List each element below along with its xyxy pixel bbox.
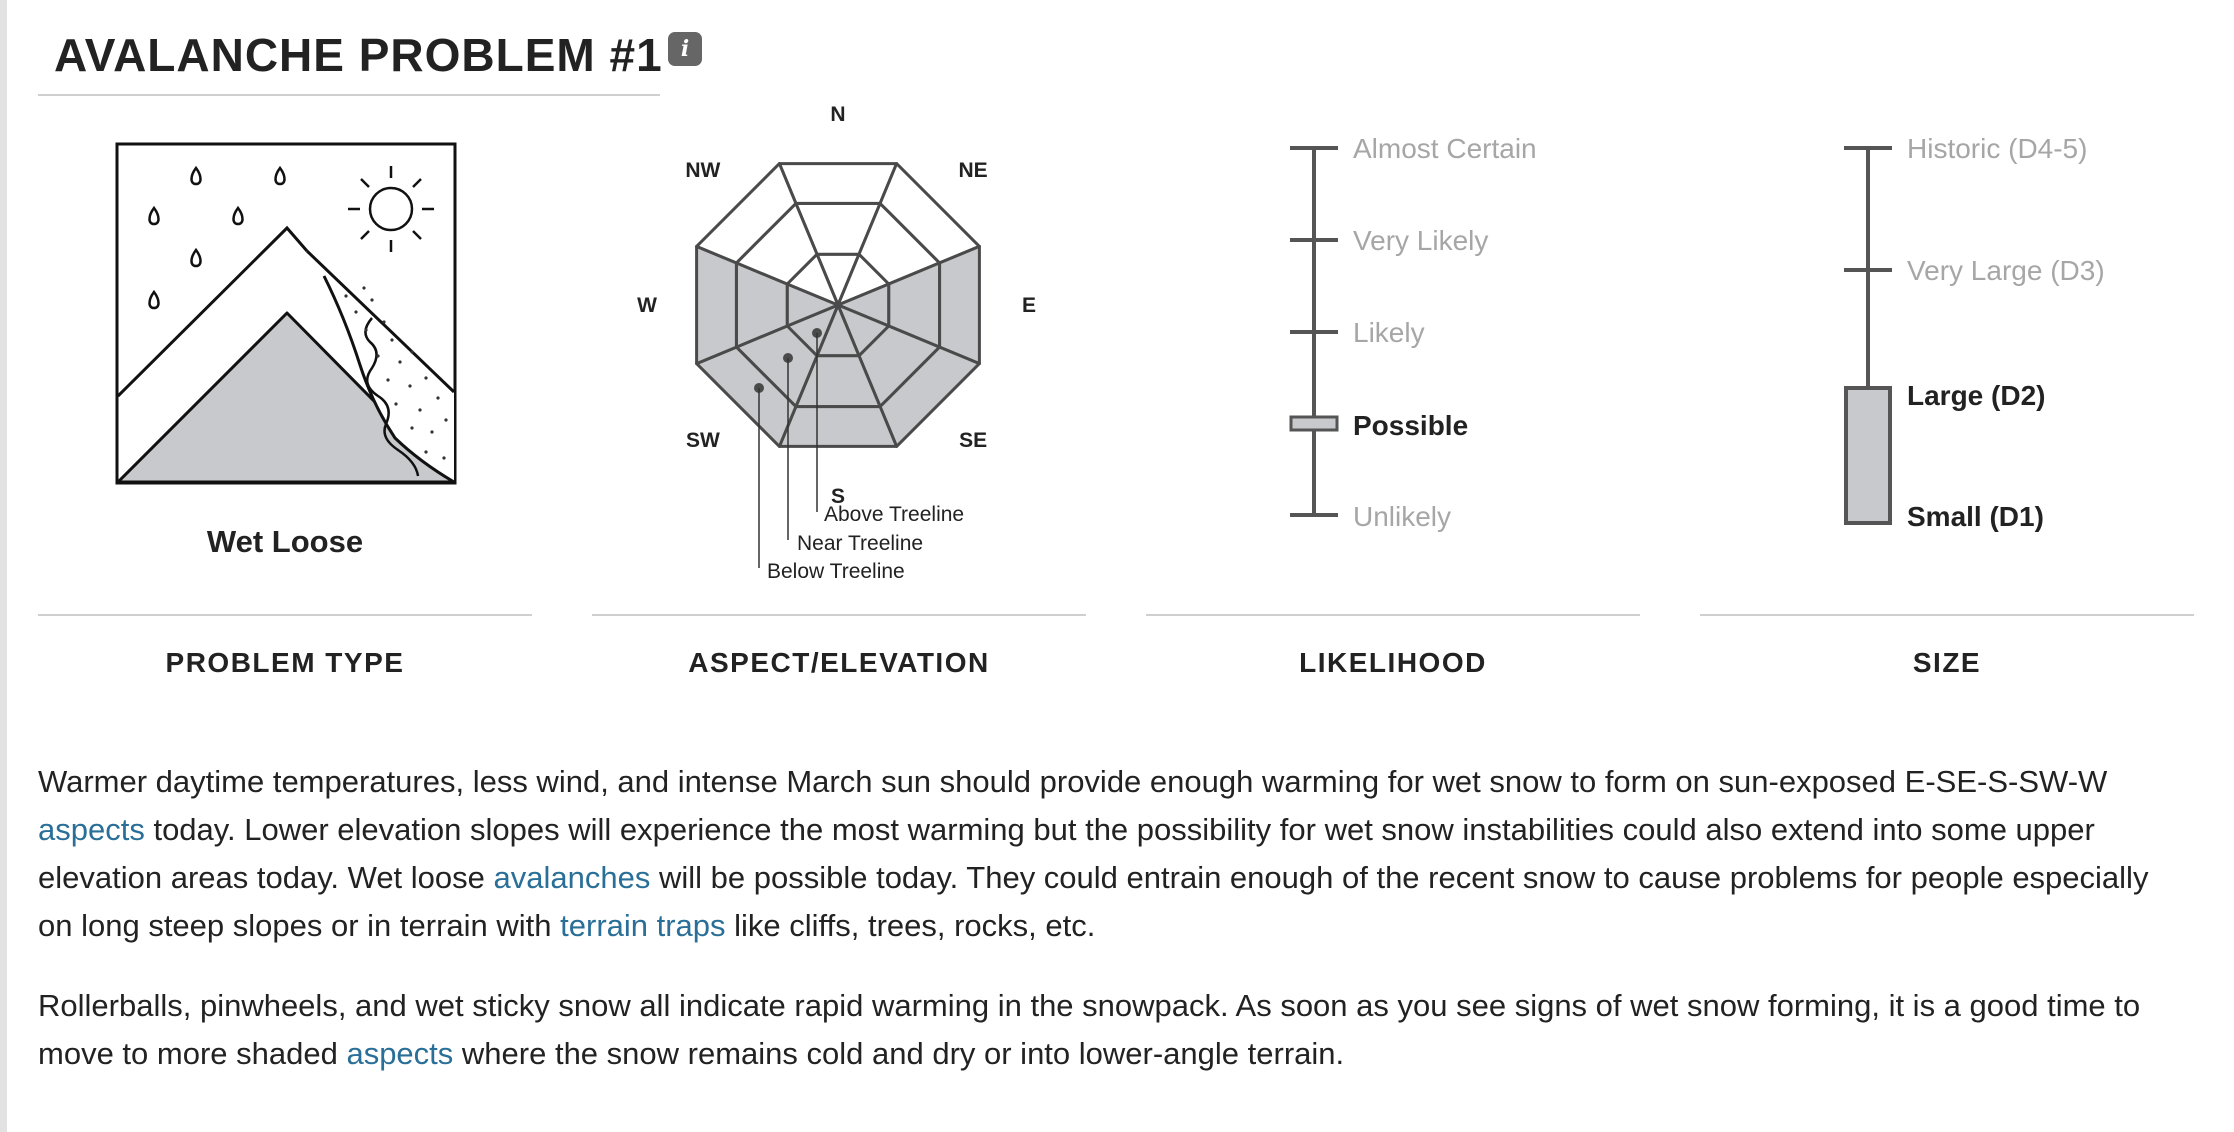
likelihood-scale bbox=[1146, 110, 1640, 610]
aspect-cell-e bbox=[940, 246, 980, 363]
panel-divider bbox=[38, 614, 532, 616]
problem-header bbox=[38, 0, 690, 96]
size-panel bbox=[1700, 110, 2194, 690]
panel-divider bbox=[1700, 614, 2194, 616]
compass-label-s: S bbox=[830, 485, 846, 508]
aspect-cell-n bbox=[779, 164, 896, 204]
aspects-link[interactable]: aspects bbox=[38, 812, 145, 847]
aspect-elevation-rose bbox=[592, 103, 1086, 610]
likelihood-level: Very Likely bbox=[1353, 225, 1489, 256]
size-level-selected: Large (D2) bbox=[1907, 380, 2046, 411]
discussion-text: today. Lower elevation slopes will experience the most warming but the possibility for wet snow instabilities could also extend into some upper elevation areas today. Wet loose bbox=[38, 812, 2095, 895]
size-level: Very Large (D3) bbox=[1907, 255, 2105, 286]
panel-divider bbox=[1146, 614, 1640, 616]
info-icon[interactable]: i bbox=[668, 32, 702, 66]
discussion-text: will be possible today. They could entrain enough of the recent snow to cause problems for people especially on long steep slopes or in terrain with bbox=[38, 860, 2149, 943]
likelihood-panel bbox=[1146, 110, 1640, 690]
compass-label-ne: NE bbox=[958, 158, 988, 182]
compass-label-sw: SW bbox=[685, 429, 720, 453]
compass-label-nw: NW bbox=[685, 158, 721, 182]
likelihood-level: Almost Certain bbox=[1353, 133, 1537, 164]
discussion-text: like cliffs, trees, rocks, etc. bbox=[725, 908, 1096, 943]
avalanches-link[interactable]: avalanches bbox=[493, 860, 651, 895]
discussion-text: Rollerballs, pinwheels, and wet sticky snow all indicate rapid warming in the snowpack. As soon as you see signs of wet snow forming, it is a good time to move to more shaded bbox=[38, 988, 2141, 1071]
discussion-paragraph bbox=[38, 982, 2188, 1078]
discussion-text: Warmer daytime temperatures, less wind, and intense March sun should provide enough warming for wet snow to form on sun-exposed E-SE-S-SW-W bbox=[38, 764, 2108, 799]
discussion-paragraph bbox=[38, 758, 2188, 950]
wet-loose-icon bbox=[38, 110, 532, 610]
likelihood-label: LIKELIHOOD bbox=[1299, 647, 1487, 678]
likelihood-selected-marker bbox=[1291, 417, 1337, 430]
discussion-text: where the snow remains cold and dry or into lower-angle terrain. bbox=[453, 1036, 1345, 1071]
size-label: SIZE bbox=[1912, 647, 1982, 678]
aspect-elevation-label: ASPECT/ELEVATION bbox=[688, 647, 990, 678]
problem-type-panel bbox=[38, 110, 532, 690]
elevation-label: Above Treeline bbox=[824, 503, 965, 526]
aspect-cell-s bbox=[779, 407, 896, 447]
compass-label-w: W bbox=[637, 294, 657, 317]
page-left-border bbox=[0, 0, 7, 1132]
aspect-cell-w bbox=[697, 246, 737, 363]
panel-divider bbox=[592, 614, 1086, 616]
problem-type-name: Wet Loose bbox=[206, 524, 364, 559]
compass-label-e: E bbox=[1021, 294, 1037, 317]
compass-label-se: SE bbox=[959, 429, 988, 453]
size-scale bbox=[1700, 110, 2194, 610]
aspect-elevation-panel bbox=[592, 103, 1086, 690]
problem-discussion bbox=[38, 758, 2188, 1110]
elevation-label: Below Treeline bbox=[767, 560, 905, 583]
size-selected-range bbox=[1846, 388, 1890, 523]
elevation-label: Near Treeline bbox=[797, 532, 924, 555]
page-title: AVALANCHE PROBLEM #1 bbox=[54, 29, 663, 81]
terrain-traps-link[interactable]: terrain traps bbox=[560, 908, 726, 943]
likelihood-level: Unlikely bbox=[1353, 501, 1452, 532]
compass-label-n: N bbox=[830, 103, 846, 126]
problem-type-label: PROBLEM TYPE bbox=[165, 647, 405, 678]
size-level: Historic (D4-5) bbox=[1907, 133, 2088, 164]
likelihood-level: Likely bbox=[1353, 317, 1425, 348]
likelihood-level-selected: Possible bbox=[1353, 410, 1469, 441]
aspects-link[interactable]: aspects bbox=[346, 1036, 454, 1071]
size-level-selected: Small (D1) bbox=[1907, 501, 2044, 532]
